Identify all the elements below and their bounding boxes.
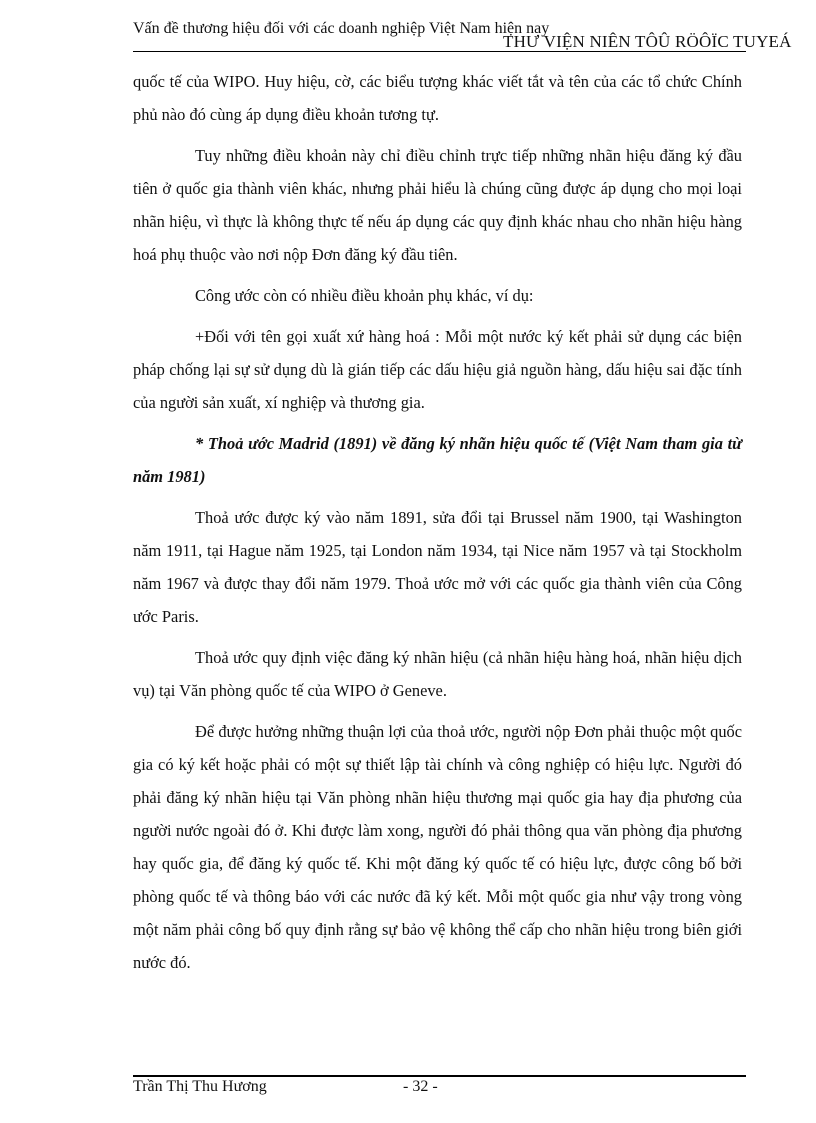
header-rule (133, 51, 746, 52)
page-header (133, 18, 792, 52)
paragraph: Để được hưởng những thuận lợi của thoả ước, người nộp Đơn phải thuộc một quốc gia có ký kết hoặc phải có một sự thiết lập tài chính và công nghiệp có hiệu lực. Người đó phải đăng ký nhãn hiệu tại Văn phòng nhãn hiệu thương mại quốc gia hay địa phương của người nước ngoài đó ở. Khi được làm xong, người đó phải thông qua văn phòng địa phương hay quốc gia, để đăng ký quốc tế. Khi một đăng ký quốc tế có hiệu lực, được công bố bởi phòng quốc tế và thông báo với các nước đã ký kết. Mỗi một quốc gia như vậy trong vòng một năm phải công bố quy định rằng sự bảo vệ không thể cấp cho nhãn hiệu trong biên giới nước đó. (133, 722, 742, 972)
paragraph: Tuy những điều khoản này chỉ điều chỉnh trực tiếp những nhãn hiệu đăng ký đầu tiên ở quốc gia thành viên khác, nhưng phải hiểu là chúng cũng được áp dụng cho mọi loại nhãn hiệu, vì thực là không thực tế nếu áp dụng các quy định khác nhau cho nhãn hiệu hàng hoá phụ thuộc vào nơi nộp Đơn đăng ký đầu tiên. (133, 146, 742, 264)
paragraph: Thoả ước được ký vào năm 1891, sửa đổi tại Brussel năm 1900, tại Washington năm 1911, tại Hague năm 1925, tại London năm 1934, tại Nice năm 1957 và tại Stockholm năm 1967 và được thay đổi năm 1979. Thoả ước mở với các quốc gia thành viên của Công ước Paris. (133, 508, 742, 626)
header-watermark: THƯ VIỆN NIÊN TÔÛ RÖÔÏC TUYEÁ (503, 32, 792, 51)
paragraph-continuation: quốc tế của WIPO. Huy hiệu, cờ, các biểu tượng khác viết tắt và tên của các tổ chức Chính phủ nào đó cùng áp dụng điều khoản tương tự. (133, 72, 742, 124)
header-title: Vấn đề thương hiệu đối với các doanh nghiệp Việt Nam hiện nay (133, 20, 550, 37)
paragraph: Thoả ước quy định việc đăng ký nhãn hiệu (cả nhãn hiệu hàng hoá, nhãn hiệu dịch vụ) tại Văn phòng quốc tế của WIPO ở Geneve. (133, 648, 742, 700)
document-body (133, 65, 742, 987)
footer-author: Trần Thị Thu Hương (133, 1078, 267, 1095)
page-number: - 32 - (403, 1078, 438, 1095)
paragraph: +Đối với tên gọi xuất xứ hàng hoá : Mỗi một nước ký kết phải sử dụng các biện pháp chống lại sự sử dụng dù là gián tiếp các dấu hiệu giả nguồn hàng, dấu hiệu sai đặc tính của người sản xuất, xí nghiệp và thương gia. (133, 327, 742, 412)
section-heading: * Thoả ước Madrid (1891) về đăng ký nhãn hiệu quốc tế (Việt Nam tham gia từ năm 1981) (133, 434, 742, 486)
paragraph: Công ước còn có nhiều điều khoản phụ khác, ví dụ: (195, 286, 534, 305)
footer-rule (133, 1075, 746, 1077)
